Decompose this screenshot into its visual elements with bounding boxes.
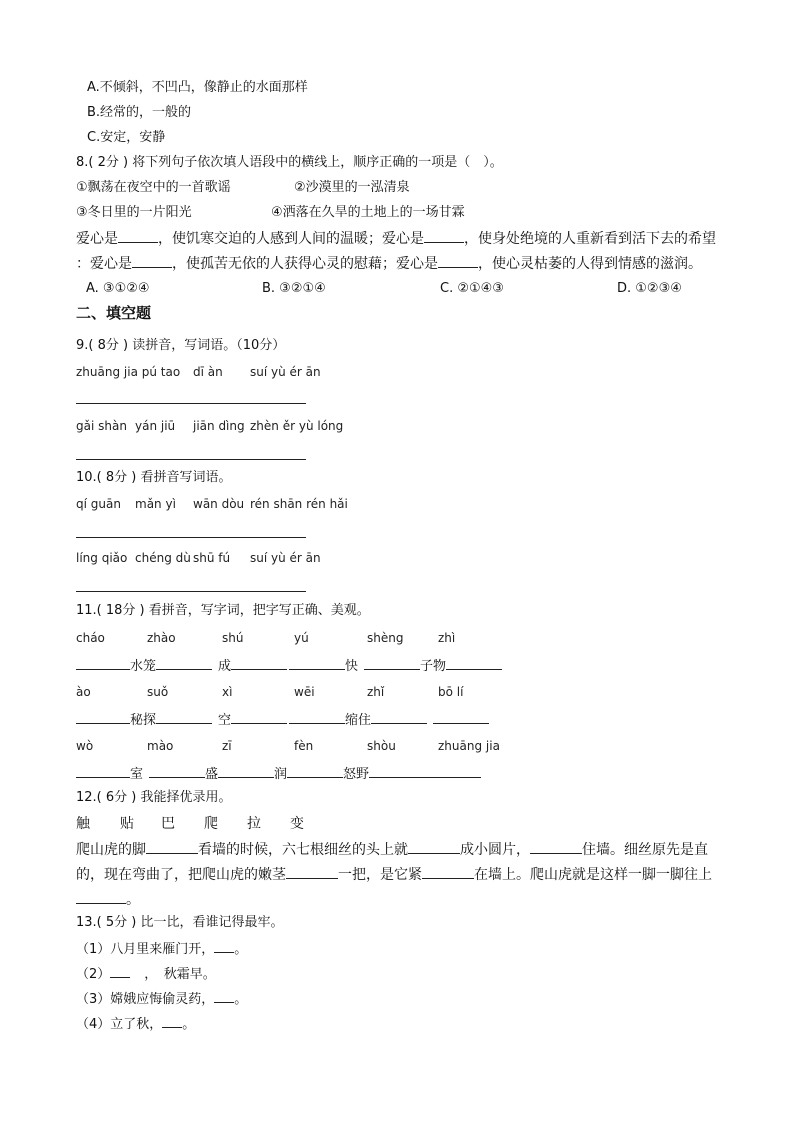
q8-choice-c[interactable]: C. ②①④③ xyxy=(440,281,504,296)
q13-line-2 xyxy=(76,964,216,984)
pinyin: zhì xyxy=(438,631,456,645)
pinyin: zhèn ěr yù lóng xyxy=(250,419,344,433)
q8-item-2: ②沙漠里的一泓清泉 xyxy=(294,180,410,195)
q11-row-3 xyxy=(76,764,481,784)
answer-blank[interactable] xyxy=(231,710,287,724)
pinyin: wò xyxy=(76,739,94,753)
pinyin: rén shān rén hǎi xyxy=(250,497,348,511)
q8-stem: 8.( 2分 ) 将下列句子依次填人语段中的横线上，顺序正确的一项是（ ）。 xyxy=(76,155,503,170)
pinyin: suí yù ér ān xyxy=(250,365,321,379)
q8-item-4: ④洒落在久旱的土地上的一场甘霖 xyxy=(271,205,465,220)
q7-option-c: C.安定，安静 xyxy=(87,130,166,145)
answer-blank[interactable] xyxy=(408,840,460,854)
q12-passage-line-3 xyxy=(76,890,140,909)
q8-choice-a[interactable]: A. ③①②④ xyxy=(86,281,150,296)
poem-text: （4）立了秋， xyxy=(76,1017,163,1032)
q13-line-4 xyxy=(76,1014,195,1034)
pinyin: xì xyxy=(222,685,233,699)
q7-option-b: B.经常的，一般的 xyxy=(87,105,192,120)
answer-blank[interactable] xyxy=(214,989,234,1003)
word-fragment: 子物 xyxy=(420,659,447,674)
passage-text: ：爱心是 xyxy=(76,256,132,272)
q7-option-a: A.不倾斜，不凹凸，像静止的水面那样 xyxy=(87,80,308,95)
pinyin: mǎn yì xyxy=(135,497,176,511)
answer-blank[interactable] xyxy=(76,656,130,670)
q8-passage-line-2 xyxy=(76,254,702,273)
passage-text: 。 xyxy=(126,892,140,908)
answer-blank[interactable] xyxy=(149,764,205,778)
answer-blank[interactable] xyxy=(371,710,427,724)
answer-blank[interactable] xyxy=(214,939,234,953)
word-fragment: 润 xyxy=(274,767,288,782)
passage-text: ，使孤苦无依的人获得心灵的慰藉；爱心是 xyxy=(172,256,438,272)
answer-blank[interactable] xyxy=(118,229,158,243)
answer-blank[interactable] xyxy=(364,656,420,670)
answer-blank[interactable] xyxy=(530,840,582,854)
q11-row-1 xyxy=(76,656,502,676)
poem-text: ， 秋霜早。 xyxy=(144,967,216,982)
answer-blank[interactable] xyxy=(162,1014,182,1028)
passage-text: 爱心是 xyxy=(76,231,118,247)
passage-text: 在墙上。爬山虎就是这样一脚一脚往上 xyxy=(474,867,712,883)
word-fragment: 盛 xyxy=(205,767,219,782)
pinyin: chéng dù xyxy=(135,551,191,565)
pinyin: suǒ xyxy=(147,685,169,699)
answer-blank[interactable] xyxy=(287,764,343,778)
answer-blank[interactable] xyxy=(425,764,481,778)
answer-blank[interactable] xyxy=(110,964,130,978)
q12-char-4: 爬 xyxy=(204,816,218,832)
pinyin: fèn xyxy=(294,739,314,753)
q12-passage-line-2 xyxy=(76,865,712,884)
q11-row-2 xyxy=(76,710,489,730)
answer-blank[interactable] xyxy=(76,764,130,778)
pinyin: wān dòu xyxy=(193,497,245,511)
pinyin: shòu xyxy=(367,739,396,753)
answer-blank[interactable] xyxy=(422,865,474,879)
pinyin: líng qiǎo xyxy=(76,551,128,565)
q10-stem: 10.( 8分 ) 看拼音写词语。 xyxy=(76,470,232,485)
poem-text: 。 xyxy=(234,992,248,1007)
answer-blank[interactable] xyxy=(218,764,274,778)
answer-line[interactable] xyxy=(76,403,306,404)
answer-blank[interactable] xyxy=(286,865,338,879)
poem-text: 。 xyxy=(234,942,248,957)
answer-line[interactable] xyxy=(76,591,306,592)
poem-text: （1）八月里来雁门开， xyxy=(76,942,215,957)
q12-char-2: 贴 xyxy=(120,816,134,832)
q12-stem: 12.( 6分 ) 我能择优录用。 xyxy=(76,790,232,805)
passage-text: 的，现在弯曲了，把爬山虎的嫩茎 xyxy=(76,867,286,883)
pinyin: zī xyxy=(222,739,232,753)
word-fragment: 秘探 xyxy=(130,713,157,728)
pinyin: wēi xyxy=(294,685,315,699)
q8-choice-b[interactable]: B. ③②①④ xyxy=(262,281,326,296)
pinyin: mào xyxy=(147,739,174,753)
q8-item-1: ①飘荡在夜空中的一首歌谣 xyxy=(76,180,231,195)
answer-line[interactable] xyxy=(76,537,306,538)
pinyin: shú xyxy=(222,631,244,645)
answer-blank[interactable] xyxy=(289,710,345,724)
passage-text: 爬山虎的脚 xyxy=(76,842,146,858)
pinyin: suí yù ér ān xyxy=(250,551,321,565)
word-fragment: 成 xyxy=(218,659,232,674)
poem-text: 。 xyxy=(182,1017,196,1032)
passage-text: 成小圆片， xyxy=(460,842,530,858)
q12-char-3: 巴 xyxy=(161,816,175,832)
q9-stem: 9.( 8分 ) 读拼音，写词语。（10分） xyxy=(76,338,286,353)
q12-char-1: 触 xyxy=(76,816,90,832)
passage-text: ，使心灵枯萎的人得到情感的滋润。 xyxy=(478,256,702,272)
pinyin: zhuāng jia xyxy=(438,739,500,753)
pinyin: yán jiū xyxy=(135,419,176,433)
word-fragment: 空 xyxy=(218,713,232,728)
pinyin: shū fú xyxy=(193,551,231,565)
pinyin: zhǐ xyxy=(367,685,385,699)
pinyin: zhuāng jia pú tao xyxy=(76,365,181,379)
pinyin: jiān dìng xyxy=(193,419,245,433)
passage-text: 一把，是它紧 xyxy=(338,867,422,883)
word-fragment: 缩住 xyxy=(345,713,372,728)
answer-blank[interactable] xyxy=(369,764,425,778)
passage-text: 看墙的时候，六七根细丝的头上就 xyxy=(198,842,408,858)
word-fragment: 室 xyxy=(130,767,144,782)
q11-stem: 11.( 18分 ) 看拼音，写字词，把字写正确、美观。 xyxy=(76,603,370,618)
answer-blank[interactable] xyxy=(289,656,345,670)
answer-blank[interactable] xyxy=(76,890,126,904)
answer-blank[interactable] xyxy=(76,710,130,724)
pinyin: shèng xyxy=(367,631,404,645)
word-fragment: 快 xyxy=(345,659,359,674)
pinyin: ào xyxy=(76,685,91,699)
q12-passage-line-1 xyxy=(76,840,708,859)
answer-blank[interactable] xyxy=(132,254,172,268)
word-fragment: 水笼 xyxy=(130,659,157,674)
answer-blank[interactable] xyxy=(433,710,489,724)
answer-blank[interactable] xyxy=(146,840,198,854)
q8-passage-line-1 xyxy=(76,229,716,248)
poem-text: （2） xyxy=(76,967,111,982)
word-fragment: 怒野 xyxy=(343,767,370,782)
answer-blank[interactable] xyxy=(424,229,464,243)
answer-blank[interactable] xyxy=(156,656,212,670)
q13-line-1 xyxy=(76,939,247,959)
answer-line[interactable] xyxy=(76,459,306,460)
poem-text: （3）嫦娥应悔偷灵药， xyxy=(76,992,215,1007)
pinyin: gǎi shàn xyxy=(76,419,127,433)
q12-char-5: 拉 xyxy=(247,816,261,832)
answer-blank[interactable] xyxy=(446,656,502,670)
pinyin: yú xyxy=(294,631,309,645)
section-title: 二、填空题 xyxy=(76,304,152,322)
answer-blank[interactable] xyxy=(156,710,212,724)
answer-blank[interactable] xyxy=(438,254,478,268)
passage-text: ，使饥寒交迫的人感到人间的温暖；爱心是 xyxy=(158,231,424,247)
passage-text: 住墙。细丝原先是直 xyxy=(582,842,708,858)
answer-blank[interactable] xyxy=(231,656,287,670)
q13-stem: 13.( 5分 ) 比一比，看谁记得最牢。 xyxy=(76,915,284,930)
pinyin: dī àn xyxy=(193,365,223,379)
pinyin: zhào xyxy=(147,631,176,645)
q13-line-3 xyxy=(76,989,247,1009)
pinyin: qí guān xyxy=(76,497,121,511)
q12-char-6: 变 xyxy=(290,816,304,832)
q8-choice-d[interactable]: D. ①②③④ xyxy=(617,281,682,296)
pinyin: bō lí xyxy=(438,685,464,699)
pinyin: cháo xyxy=(76,631,105,645)
q8-item-3: ③冬日里的一片阳光 xyxy=(76,205,192,220)
passage-text: ，使身处绝境的人重新看到活下去的希望 xyxy=(464,231,716,247)
